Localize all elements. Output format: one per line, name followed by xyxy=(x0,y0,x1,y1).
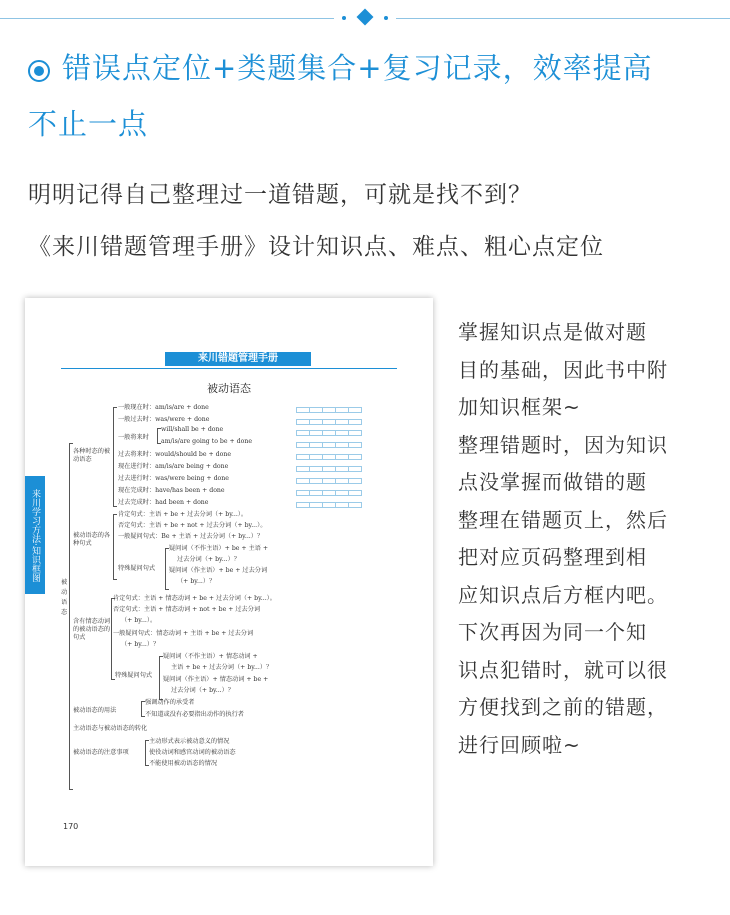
outline-item: 现在进行时：am/is/are being + done xyxy=(118,463,229,470)
outline-group-label: 被动语态的各种句式 xyxy=(73,532,111,547)
outline-item: 肯定句式：主语 + 情态动词 + be + 过去分词（+ by...）。 xyxy=(113,595,276,602)
outline-item: am/is/are going to be + done xyxy=(161,438,252,445)
checkbox-row xyxy=(297,502,362,507)
outline-group-label: 各种时态的被动语态 xyxy=(73,448,111,463)
page-header-rule xyxy=(61,368,397,369)
divider-dot xyxy=(384,16,388,20)
description-line: 整理在错题页上，然后 xyxy=(458,507,668,532)
outline-item: 一般过去时：was/were + done xyxy=(118,416,210,423)
outline-item: 主动形式表示被动意义的情况 xyxy=(149,738,230,745)
checkbox-row xyxy=(297,442,362,447)
outline-item: （+ by...）？ xyxy=(177,578,216,585)
section-title: 被动语态 xyxy=(207,382,251,395)
outline-item: 过去进行时：was/were being + done xyxy=(118,475,229,482)
divider-right xyxy=(396,18,730,19)
outline-item: 不能使用被动语态的情况 xyxy=(149,760,218,767)
outline-item: 否定句式：主语 + 情态动词 + not + be + 过去分词 xyxy=(113,606,261,613)
outline-item: 肯定句式：主语 + be + 过去分词（+ by...）。 xyxy=(118,511,248,518)
description-line: 目的基础，因此书中附 xyxy=(458,357,668,382)
outline-item: 使役动词和感官动词的被动语态 xyxy=(149,749,236,756)
side-tab: 来川学习方法·知识框图 xyxy=(25,476,45,594)
outline-item: 过去将来时：would/should be + done xyxy=(118,451,232,458)
checkbox-row xyxy=(297,490,362,495)
outline-item: 疑问词（作主语）+ be + 过去分词 xyxy=(169,567,268,574)
heading xyxy=(28,40,688,152)
heading-line-1: 错误点定位+类题集合+复习记录，效率提高 xyxy=(62,51,653,85)
description-line: 下次再因为同一个知 xyxy=(458,620,647,644)
outline-item: 特殊疑问句式 xyxy=(115,672,153,679)
outline-group-label: 被动语态的用法 xyxy=(73,707,117,714)
outline-bracket xyxy=(113,514,117,580)
outline-item: 一般疑问句式：Be + 主语 + 过去分词（+ by...）？ xyxy=(118,533,264,540)
outline-item: 强调动作的承受者 xyxy=(145,699,195,706)
outline-item: 疑问词（不作主语）+ be + 主语 + xyxy=(169,545,269,552)
outline-item: 一般疑问句式：情态动词 + 主语 + be + 过去分词 xyxy=(113,630,254,637)
checkbox-row xyxy=(297,419,362,424)
divider-left xyxy=(0,18,334,19)
outline-item: 一般将来时 xyxy=(118,434,149,441)
outline-item: 不知道或没有必要指出动作的执行者 xyxy=(145,711,244,718)
outline-item: 过去分词（+ by...）？ xyxy=(171,687,234,694)
outline-item: 过去分词（+ by...）？ xyxy=(177,556,240,563)
right-description xyxy=(458,314,708,764)
outline-item: 主语 + be + 过去分词（+ by...）？ xyxy=(171,664,273,671)
outline-item: 否定句式：主语 + be + not + 过去分词（+ by...）。 xyxy=(118,522,267,529)
description-line: 进行回顾啦~ xyxy=(458,732,581,757)
outline-bracket xyxy=(113,407,117,507)
description-line: 应知识点后方框内吧。 xyxy=(458,582,668,607)
description-line: 整理错题时，因为知识 xyxy=(458,432,668,457)
description-line: 点没掌握而做错的题 xyxy=(458,470,647,494)
checkbox-row xyxy=(297,430,362,435)
outline-item: 疑问词（不作主语）+ 情态动词 + xyxy=(163,653,258,660)
divider-dot xyxy=(342,16,346,20)
intro-line-1: 明明记得自己整理过一道错题，可就是找不到？ xyxy=(28,182,532,208)
page-number: 170 xyxy=(63,822,79,831)
outline-item: 一般现在时：am/is/are + done xyxy=(118,404,209,411)
outline-root: 被动语态 xyxy=(61,579,68,616)
checkbox-row xyxy=(297,454,362,459)
outline-bracket xyxy=(69,443,73,790)
page-header xyxy=(165,352,311,366)
outline-item: （+ by...）？ xyxy=(121,641,160,648)
description-line: 方便找到之前的错题， xyxy=(458,695,668,719)
outline-item: 现在完成时：have/has been + done xyxy=(118,487,225,494)
description-line: 加知识框架~ xyxy=(458,395,581,419)
outline-item: will/shall be + done xyxy=(161,426,224,433)
heading-line-2: 不止一点 xyxy=(28,107,149,141)
description-line: 把对应页码整理到相 xyxy=(458,545,647,569)
intro-line-2: 《来川错题管理手册》设计知识点、难点、粗心点定位 xyxy=(28,234,604,260)
outline-item: （+ by...）。 xyxy=(121,617,157,624)
outline-item: 特殊疑问句式 xyxy=(118,565,156,572)
outline-item: 过去完成时：had been + done xyxy=(118,499,209,506)
outline-group-label: 主动语态与被动语态的转化 xyxy=(73,725,148,732)
checkbox-row xyxy=(297,466,362,471)
page-header-title: 来川错题管理手册 xyxy=(198,353,278,364)
outline-group-label: 被动语态的注意事项 xyxy=(73,749,129,756)
description-line: 识点犯错时，就可以很 xyxy=(458,657,668,682)
outline-group-label: 含有情态动词的被动语态的句式 xyxy=(73,618,111,641)
book-page-preview xyxy=(25,298,433,866)
checkbox-row xyxy=(297,478,362,483)
description-line: 掌握知识点是做对题 xyxy=(458,320,647,344)
diamond-icon xyxy=(357,9,374,26)
outline-item: 疑问词（作主语）+ 情态动词 + be + xyxy=(163,676,269,683)
checkbox-row xyxy=(297,407,362,412)
circle-bullet-icon xyxy=(28,60,50,82)
